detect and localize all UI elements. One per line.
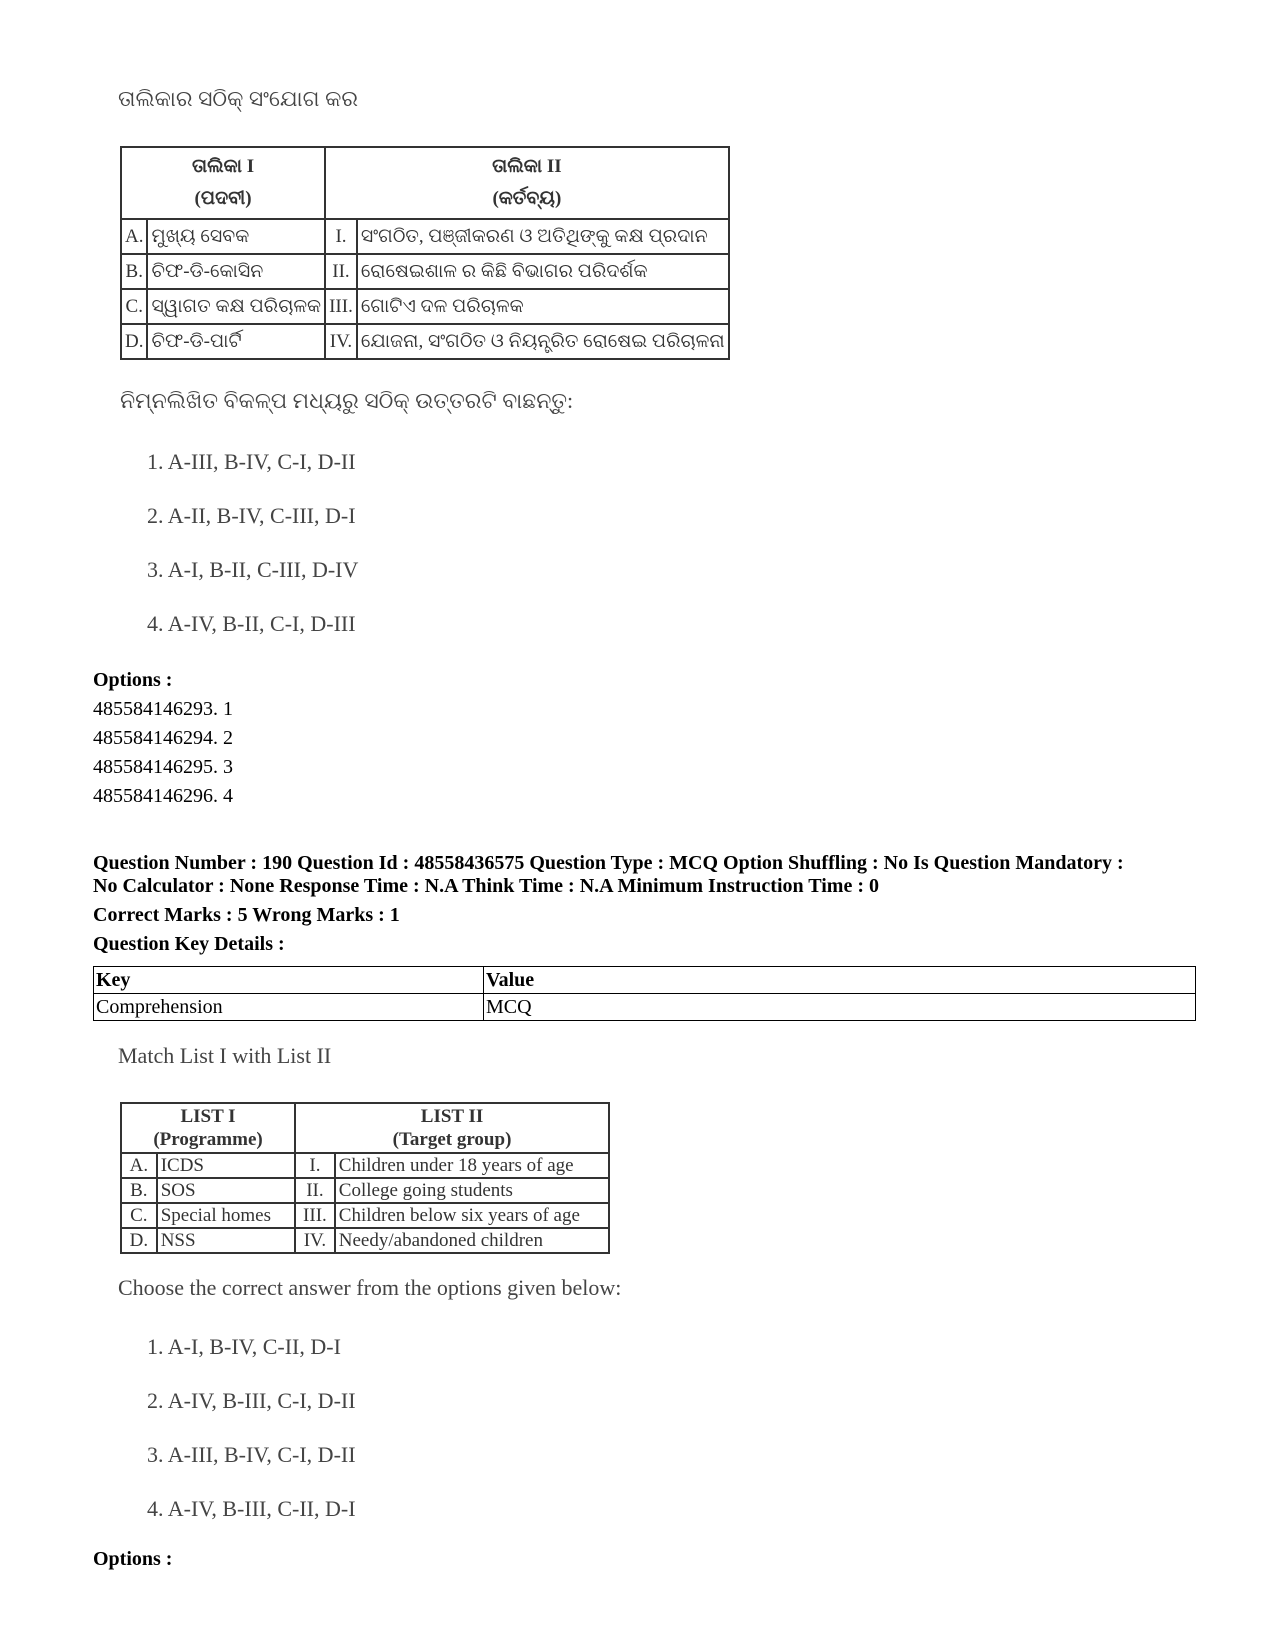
key-header: Key: [94, 967, 484, 994]
row-item: ଚିଫ-ଡି-କୋସିନ: [147, 254, 325, 289]
row-roman: III.: [325, 289, 357, 324]
q1-option-3: 485584146295. 3: [93, 756, 233, 778]
value-header: Value: [484, 967, 1196, 994]
value-cell: MCQ: [484, 994, 1196, 1021]
table-row: [121, 254, 729, 289]
row-item: Special homes: [157, 1203, 295, 1228]
row-item: ମୁଖ୍ୟ ସେବକ: [147, 219, 325, 254]
row-roman: IV.: [295, 1228, 335, 1253]
q2-choice-1: 1. A-I, B-IV, C-II, D-I: [147, 1334, 341, 1359]
row-match: College going students: [335, 1178, 609, 1203]
q2-list2-header: [295, 1103, 609, 1153]
row-letter: C.: [121, 1203, 157, 1228]
q2-options-label: Options :: [93, 1548, 173, 1570]
row-letter: A.: [121, 1153, 157, 1178]
row-roman: II.: [295, 1178, 335, 1203]
table-row: [121, 324, 729, 359]
row-match: Needy/abandoned children: [335, 1228, 609, 1253]
q1-choice-4: 4. A-IV, B-II, C-I, D-III: [147, 611, 356, 636]
table-row: [121, 289, 729, 324]
row-match: Children below six years of age: [335, 1203, 609, 1228]
q1-list2-subtitle: (କର୍ତବ୍ୟ): [492, 188, 562, 209]
q1-options-label: Options :: [93, 669, 173, 691]
q1-option-2: 485584146294. 2: [93, 727, 233, 749]
q2-meta-line2: No Calculator : None Response Time : N.A Think Time : N.A Minimum Instruction Time : 0: [93, 875, 879, 897]
row-letter: C.: [121, 289, 147, 324]
row-letter: D.: [121, 324, 147, 359]
table-row: [94, 994, 1196, 1021]
table-header-row: [94, 967, 1196, 994]
q1-prompt: ନିମ୍ନଲିଖିତ ବିକଳ୍ପ ମଧ୍ୟରୁ ସଠିକ୍ ଉତ୍ତରଟି ବାଛନ୍ତୁ:: [120, 388, 574, 413]
row-item: ଚିଫ-ଡି-ପାର୍ଟି: [147, 324, 325, 359]
q2-instruction: Match List I with List II: [118, 1043, 332, 1068]
q2-list2-subtitle: (Target group): [392, 1129, 512, 1150]
row-letter: A.: [121, 219, 147, 254]
row-match: ଗୋଟିଏ ଦଳ ପରିଚାଳକ: [357, 289, 729, 324]
q2-list1-subtitle: (Programme): [153, 1129, 263, 1150]
row-roman: III.: [295, 1203, 335, 1228]
table-row: [121, 1153, 609, 1178]
row-item: ICDS: [157, 1153, 295, 1178]
q2-meta-line1: Question Number : 190 Question Id : 48558436575 Question Type : MCQ Option Shuffling : No Is Question Mandatory :: [93, 852, 1124, 874]
row-item: SOS: [157, 1178, 295, 1203]
q1-instruction: ତାଲିକାର ସଠିକ୍ ସଂଯୋଗ କର: [118, 86, 358, 111]
q1-choice-1: 1. A-III, B-IV, C-I, D-II: [147, 449, 356, 474]
q2-list2-title: LIST II: [420, 1106, 484, 1127]
table-row: [121, 1228, 609, 1253]
q1-list2-header: [325, 147, 729, 219]
row-item: NSS: [157, 1228, 295, 1253]
q2-prompt: Choose the correct answer from the options given below:: [118, 1275, 622, 1300]
q1-match-table: [120, 146, 730, 360]
row-roman: IV.: [325, 324, 357, 359]
q2-key-table: [93, 966, 1196, 1021]
q1-list1-title: ତାଲିକା I: [191, 156, 255, 177]
q2-list1-header: [121, 1103, 295, 1153]
q1-choice-3: 3. A-I, B-II, C-III, D-IV: [147, 557, 359, 582]
table-row: [121, 1178, 609, 1203]
q1-option-4: 485584146296. 4: [93, 785, 233, 807]
row-match: ସଂଗଠିତ, ପଞ୍ଜୀକରଣ ଓ ଅତିଥିଙ୍କୁ କକ୍ଷ ପ୍ରଦାନ: [357, 219, 729, 254]
q1-list2-title: ତାଲିକା II: [492, 156, 562, 177]
row-roman: I.: [325, 219, 357, 254]
q2-key-details-label: Question Key Details :: [93, 933, 285, 955]
row-match: ଯୋଜନା, ସଂଗଠିତ ଓ ନିୟନ୍ତ୍ରିତ ରୋଷେଇ ପରିଚାଳନା: [357, 324, 729, 359]
row-letter: B.: [121, 1178, 157, 1203]
row-item: ସ୍ୱାଗତ କକ୍ଷ ପରିଚାଳକ: [147, 289, 325, 324]
q2-choice-2: 2. A-IV, B-III, C-I, D-II: [147, 1388, 356, 1413]
table-row: [121, 219, 729, 254]
key-cell: Comprehension: [94, 994, 484, 1021]
row-match: ରୋଷେଇଶାଳ ର କିଛି ବିଭାଗର ପରିଦର୍ଶକ: [357, 254, 729, 289]
row-match: Children under 18 years of age: [335, 1153, 609, 1178]
q1-choice-2: 2. A-II, B-IV, C-III, D-I: [147, 503, 356, 528]
row-roman: I.: [295, 1153, 335, 1178]
q1-list1-header: [121, 147, 325, 219]
q2-match-table: [120, 1102, 610, 1254]
q2-choice-4: 4. A-IV, B-III, C-II, D-I: [147, 1496, 356, 1521]
row-roman: II.: [325, 254, 357, 289]
row-letter: D.: [121, 1228, 157, 1253]
q2-choice-3: 3. A-III, B-IV, C-I, D-II: [147, 1442, 356, 1467]
q1-list1-subtitle: (ପଦବୀ): [194, 188, 252, 209]
table-row: [121, 1203, 609, 1228]
row-letter: B.: [121, 254, 147, 289]
q2-marks: Correct Marks : 5 Wrong Marks : 1: [93, 904, 400, 926]
q1-option-1: 485584146293. 1: [93, 698, 233, 720]
q2-list1-title: LIST I: [180, 1106, 236, 1127]
